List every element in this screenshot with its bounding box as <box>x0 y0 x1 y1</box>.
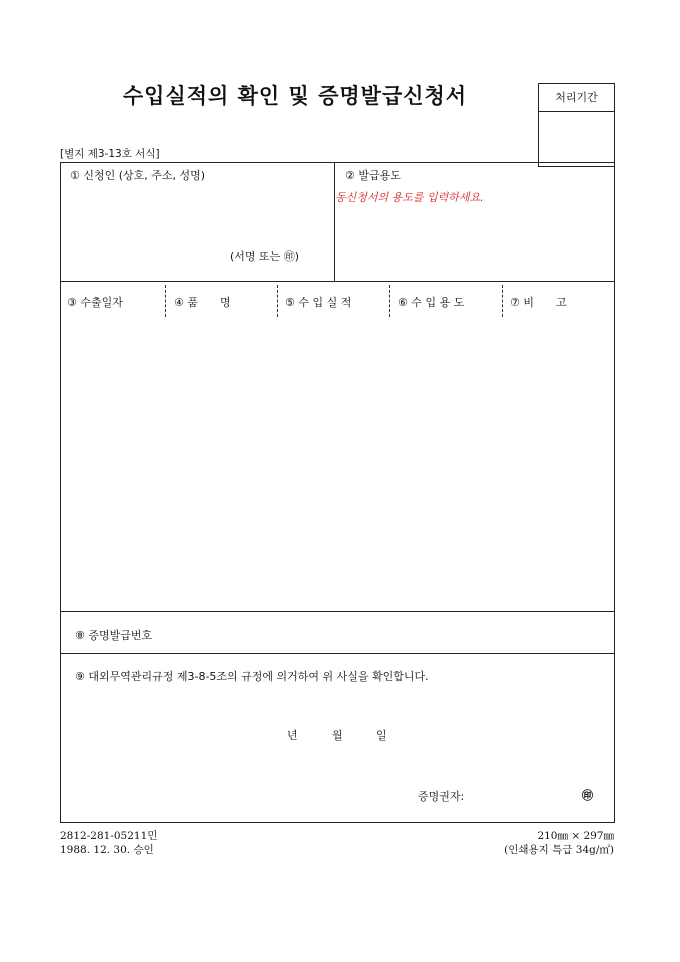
date-month-label: 월 <box>332 729 343 742</box>
footer-approval-date: 1988. 12. 30. 승인 <box>60 844 154 856</box>
confirmation-text: ⑨ 대외무역관리규정 제3-8-5조의 규정에 의거하여 위 사실을 확인합니다. <box>75 670 429 683</box>
column-divider <box>165 285 166 317</box>
column-divider <box>389 285 390 317</box>
form-title: 수입실적의 확인 및 증명발급신청서 <box>122 83 468 108</box>
processing-period-box <box>538 83 615 167</box>
footer-paper-spec: (인쇄용지 특급 34g/㎡) <box>504 844 614 856</box>
records-table-body[interactable] <box>62 320 613 608</box>
column-remarks: ⑦ 비 고 <box>510 296 567 309</box>
applicant-field[interactable] <box>62 184 332 244</box>
purpose-label: ② 발급용도 <box>345 169 401 182</box>
section-divider <box>60 611 615 612</box>
certifier-label: 증명권자: <box>418 790 465 803</box>
column-import-purpose: ⑥ 수 입 용 도 <box>398 296 465 309</box>
date-day-label: 일 <box>376 729 387 742</box>
purpose-input[interactable]: 동신청서의 용도를 입력하세요. <box>335 191 484 204</box>
footer-paper-size: 210㎜ × 297㎜ <box>537 830 614 842</box>
signature-note: (서명 또는 ㊞) <box>230 250 300 263</box>
seal-mark: ㊞ <box>582 789 593 802</box>
footer-form-number: 2812-281-05211민 <box>60 830 158 842</box>
column-export-date: ③ 수출일자 <box>67 296 123 309</box>
applicant-label: ① 신청인 (상호, 주소, 성명) <box>70 169 206 182</box>
form-code: [별지 제3-13호 서식] <box>60 148 160 160</box>
certificate-number-label: ⑧ 증명발급번호 <box>75 629 153 642</box>
processing-period-label: 처리기간 <box>539 84 614 112</box>
section-divider <box>334 162 335 281</box>
column-divider <box>277 285 278 317</box>
section-divider <box>60 281 615 282</box>
section-divider <box>60 653 615 654</box>
date-year-label: 년 <box>287 729 298 742</box>
column-import-record: ⑤ 수 입 실 적 <box>285 296 352 309</box>
column-divider <box>502 285 503 317</box>
column-item-name: ④ 품 명 <box>174 296 231 309</box>
